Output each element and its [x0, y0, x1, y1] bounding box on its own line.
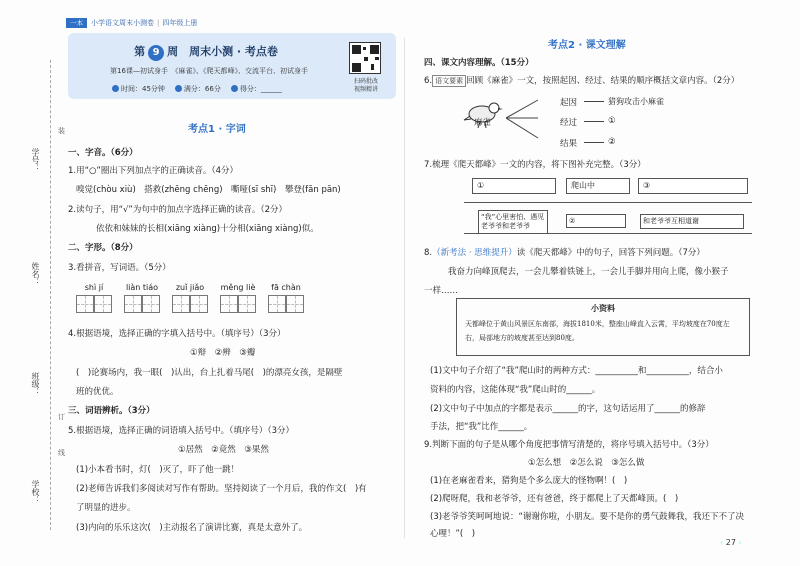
page-subtitle: 第16课—初试身手 《麻雀》、《爬天都峰》、交流平台、初试身手: [110, 67, 308, 75]
exam-meta: [112, 84, 282, 94]
question-1: 1.用“○”圈出下列加点字的正确读音。（4分）: [68, 166, 238, 176]
question-3: 3.看拼音，写词语。（5分）: [68, 263, 171, 273]
question-4-options: ①辩 ②辨 ③瓣: [190, 348, 256, 358]
student-name-label: 姓名：: [31, 262, 40, 286]
binding-margin: [0, 0, 65, 566]
result-answer-blank[interactable]: ②: [608, 137, 616, 147]
question-8-2-line-1: (2)文中句子中加点的字都是表示______的字，这句话运用了______的修辞: [430, 404, 706, 414]
write-cell[interactable]: [190, 295, 208, 313]
cause-label: 起因: [560, 98, 578, 108]
question-1-words: 嗅觉(chòu xiù) 搭救(zhēng chēng) 嘶哑(sī shī) 攀登(fān pān): [76, 185, 341, 195]
pinyin-item: fā chàn: [268, 283, 304, 313]
question-8-1-line-1: (1)文中句子介绍了“我”爬山时的两种方式：__________和__________，结合小: [430, 366, 723, 376]
part-title-words: 三、词语辨析。（3分）: [68, 406, 155, 416]
result-label: 结果: [560, 139, 578, 149]
lower-box-blank[interactable]: ②: [566, 214, 626, 228]
info-box: [456, 298, 750, 356]
process-answer-blank[interactable]: ①: [608, 116, 616, 126]
quote-line-2: 一样……: [424, 286, 459, 296]
mountain-box-during: 爬山中: [566, 178, 630, 194]
cause-text: 猎狗攻击小麻雀: [608, 97, 664, 106]
question-8-2-line-2: 手法，把“我”比作______。: [430, 422, 533, 432]
binding-mark: 线: [58, 449, 65, 457]
question-7: 7.梳理《爬天都峰》一文的内容，将下图补充完整。（3分）: [424, 160, 646, 170]
question-5-item-3: (3)内向的乐乐这次( )主动报名了演讲比赛，真是太意外了。: [76, 523, 308, 533]
question-8: 8.（新考法 · 思维提升）读《爬天都峰》中的句子，回答下列问题。（7分）: [424, 248, 705, 258]
flow-connector: [506, 96, 558, 146]
column-divider: [404, 38, 405, 538]
write-cell[interactable]: [124, 295, 142, 313]
question-2-sentence: 依依和妹妹的长相(xiāng xiàng)十分相(xiāng xiàng)似。: [96, 224, 319, 234]
pen-icon: [231, 85, 238, 92]
quote-line-1: 我奋力向峰顶爬去，一会儿攀着铁链上，一会儿手脚并用向上爬，像小猴子: [448, 267, 729, 277]
question-5: 5.根据语境，选择正确的词语填入括号中。（填序号）（3分）: [68, 426, 295, 436]
info-title: 小资料: [591, 304, 615, 313]
student-number-label: 学号：: [31, 148, 40, 172]
got-score-info: 得分：______: [231, 84, 282, 94]
series-badge: 一本: [66, 18, 87, 28]
class-label: 班级：: [31, 372, 40, 396]
top-series-strip: 一本 小学语文周末小测卷 | 四年级上册: [66, 17, 197, 29]
question-2: 2.读句子，用“√”为句中的加点字选择正确的读音。（2分）: [68, 205, 287, 215]
question-4: 4.根据语境，选择正确的字填入括号中。（填序号）（3分）: [68, 329, 286, 339]
lower-box-fear: “我”心里害怕、遇见老爷爷和老爷爷: [478, 210, 548, 234]
clock-icon: [112, 85, 119, 92]
write-cell[interactable]: [76, 295, 94, 313]
question-5-item-2: (2)老师告诉我们多阅读对写作有帮助。坚持阅读了一个月后，我的作文( )有: [76, 484, 367, 494]
literacy-tag: 语文要素: [432, 75, 466, 87]
next-arrow-icon: ›: [738, 538, 742, 547]
new-method-tag: （新考法 · 思维提升）: [432, 248, 517, 258]
question-4-line-2: 班的优优。: [76, 387, 119, 397]
write-cell[interactable]: [238, 295, 256, 313]
section-title-words: 考点1 · 字词: [188, 124, 246, 135]
question-9: 9.判断下面的句子是从哪个角度把事情写清楚的，将序号填入括号中。（3分）: [424, 440, 714, 450]
question-9-item-3-cont: 心哩！”( ): [430, 529, 476, 539]
question-5-item-1: (1)小本看书时，灯( )灭了，吓了他一跳！: [76, 465, 240, 475]
info-body: 天都峰位于黄山风景区东南部，海拔1810米，整座山峰直入云霄，平均坡度在70度左右，局部地方的坡度甚至达到80度。: [465, 320, 730, 342]
time-info: 时间：45分钟: [112, 84, 165, 94]
pinyin-item: měng liè: [220, 283, 256, 313]
question-8-1-line-2: 资料的内容，这能体现“我”爬山时的______。: [430, 385, 601, 395]
process-label: 经过: [560, 118, 578, 128]
pinyin-item: shì jí: [76, 283, 112, 313]
pinyin-item: liàn tiáo: [124, 283, 160, 313]
question-9-options: ①怎么想 ②怎么说 ③怎么做: [528, 458, 645, 468]
prev-arrow-icon: ‹: [720, 538, 724, 547]
lower-box-thanks: 和老爷爷互相道谢: [640, 214, 744, 229]
section-title-comprehension: 考点2 · 课文理解: [548, 40, 626, 51]
grade-label: 四年级上册: [162, 19, 198, 27]
qr-caption: 扫码批改 视频精讲: [353, 78, 378, 93]
part-title-pronunciation: 一、字音。（6分）: [68, 148, 138, 158]
mountain-box-after[interactable]: ③: [638, 178, 748, 194]
binding-mark: 订: [58, 413, 65, 421]
qr-code[interactable]: [349, 42, 381, 74]
mountain-box-before[interactable]: ①: [472, 178, 556, 194]
question-9-item-1: (1)在老麻雀看来，猎狗是个多么庞大的怪物啊！( ): [430, 476, 628, 486]
write-cell[interactable]: [94, 295, 112, 313]
question-5-options: ①居然 ②竟然 ③果然: [178, 445, 269, 455]
series-title: 小学语文周末小测卷: [91, 19, 154, 27]
week-number: 9: [148, 45, 164, 61]
pinyin-writing-grid: [76, 283, 304, 313]
binding-mark: 装: [58, 127, 65, 135]
write-cell[interactable]: [172, 295, 190, 313]
binding-dashed-line: [50, 60, 51, 530]
question-4-line-1: ( )论赛场内，我一眼( )认出，台上扎着马尾( )的漂亮女孩，是隔壁: [76, 368, 343, 378]
page-title: 第 9 周 周末小测 · 考点卷: [76, 43, 336, 61]
write-cell[interactable]: [268, 295, 286, 313]
question-9-item-2: (2)爬呀爬，我和老爷爷，还有爸爸，终于都爬上了天都峰顶。( ): [430, 494, 679, 504]
write-cell[interactable]: [286, 295, 304, 313]
star-icon: [175, 85, 182, 92]
page-number: ‹ 27 ›: [720, 538, 742, 547]
score-info: 满分：66分: [175, 84, 221, 94]
question-5-item-2-cont: 了明显的进步。: [76, 503, 136, 513]
question-6: 6. 语文要素 回顾《麻雀》一文，按照起因、经过、结果的顺序概括文章内容。（2分）: [424, 76, 740, 86]
school-label: 学校：: [31, 480, 40, 504]
question-9-item-3: (3)老爷爷笑呵呵地说：“谢谢你啦，小朋友。要不是你的勇气鼓舞我，我还下不了决: [430, 512, 744, 522]
part-title-comprehension: 四、课文内容理解。（15分）: [424, 58, 534, 68]
write-cell[interactable]: [220, 295, 238, 313]
sparrow-label: 麻雀: [474, 118, 492, 128]
write-cell[interactable]: [142, 295, 160, 313]
pinyin-item: zuǐ jiǎo: [172, 283, 208, 313]
part-title-characters: 二、字形。（8分）: [68, 243, 138, 253]
